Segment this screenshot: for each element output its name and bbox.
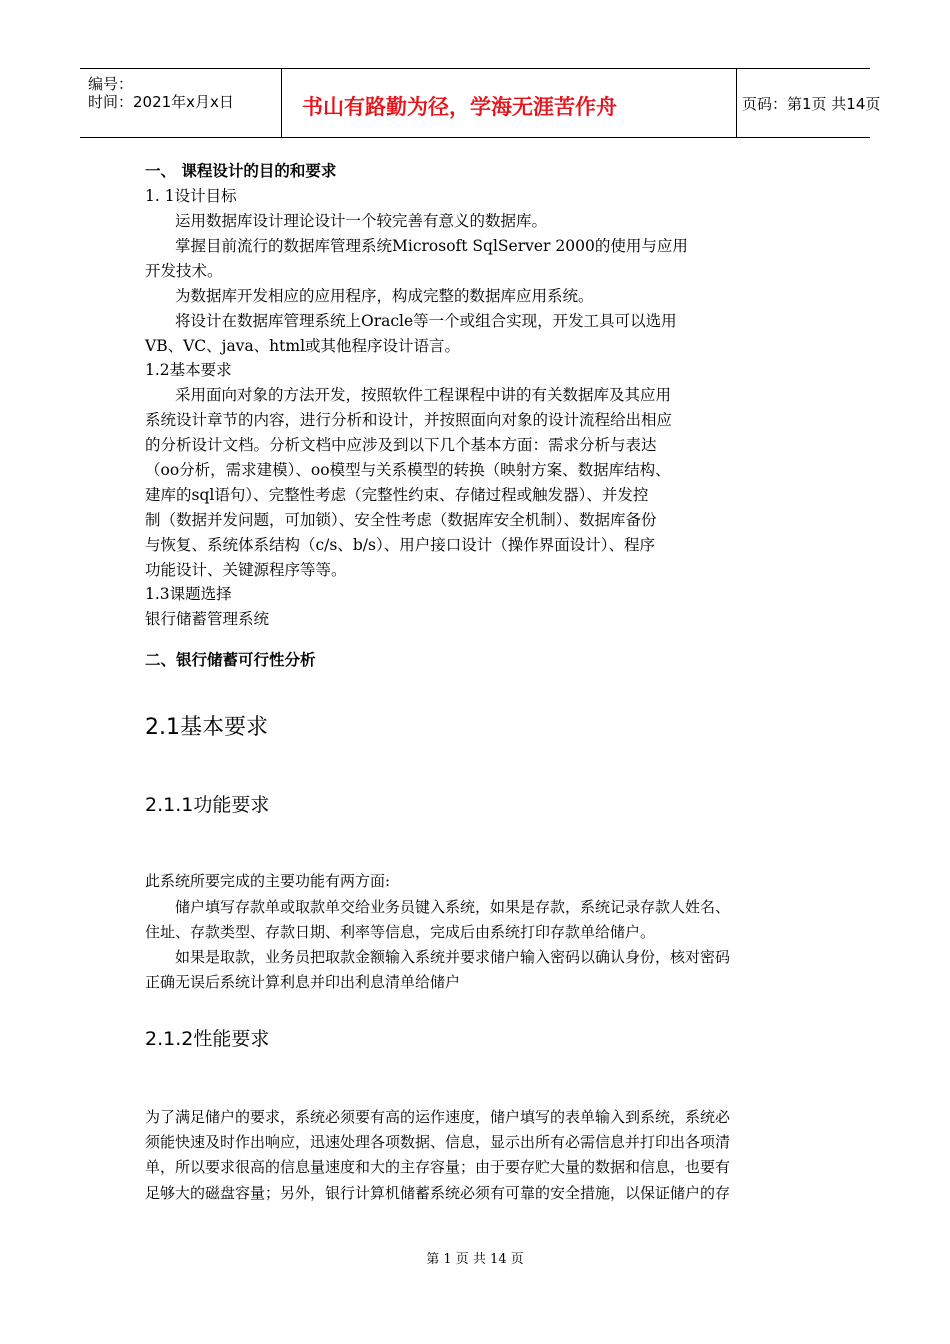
- paragraph: 运用数据库设计理论设计一个较完善有意义的数据库。: [175, 212, 548, 230]
- heading-2-1-1: 2.1.1功能要求: [145, 794, 270, 816]
- paragraph: 此系统所要完成的主要功能有两方面:: [145, 872, 391, 890]
- paragraph: 正确无误后系统计算利息并印出利息清单给储户: [145, 973, 461, 991]
- paragraph: 制（数据并发问题，可加锁）、安全性考虑（数据库安全机制）、数据库备份: [145, 511, 657, 529]
- subsection-heading-1-3: 1.3课题选择: [145, 585, 232, 603]
- heading-2-1-2: 2.1.2性能要求: [145, 1028, 270, 1050]
- paragraph: 开发技术。: [145, 262, 223, 280]
- paragraph: 住址、存款类型、存款日期、利率等信息，完成后由系统打印存款单给储户。: [145, 923, 656, 941]
- paragraph: 采用面向对象的方法开发，按照软件工程课程中讲的有关数据库及其应用: [175, 386, 672, 404]
- paragraph: VB、VC、java、html或其他程序设计语言。: [145, 337, 461, 355]
- heading-2-1: 2.1基本要求: [145, 715, 268, 740]
- paragraph: 建库的sql语句）、完整性考虑（完整性约束、存储过程或触发器）、并发控: [145, 486, 649, 504]
- paragraph: 银行储蓄管理系统: [145, 610, 270, 628]
- subsection-heading-1-2: 1.2基本要求: [145, 361, 232, 379]
- page-footer: 第 1 页 共 14 页: [426, 1252, 524, 1267]
- header-page-info: 页码：第1页 共14页: [742, 95, 881, 113]
- paragraph: 的分析设计文档。分析文档中应涉及到以下几个基本方面：需求分析与表达: [145, 436, 657, 454]
- paragraph: 与恢复、系统体系结构（c/s、b/s）、用户接口设计（操作界面设计）、程序: [145, 536, 655, 554]
- paragraph: 单，所以要求很高的信息量速度和大的主存容量；由于要存贮大量的数据和信息，也要有: [145, 1158, 731, 1176]
- header-page-cell: [736, 69, 881, 137]
- header-meta-cell: [80, 69, 281, 137]
- paragraph: 为了满足储户的要求，系统必须要有高的运作速度，储户填写的表单输入到系统，系统必: [145, 1108, 731, 1126]
- section-heading-1: 一、 课程设计的目的和要求: [145, 161, 337, 180]
- paragraph: 功能设计、关键源程序等等。: [145, 561, 347, 579]
- paragraph: 须能快速及时作出响应，迅速处理各项数据、信息，显示出所有必需信息并打印出各项清: [145, 1133, 731, 1151]
- doc-number-label: 编号：: [88, 75, 134, 93]
- paragraph: 为数据库开发相应的应用程序，构成完整的数据库应用系统。: [175, 287, 594, 305]
- paragraph: 系统设计章节的内容，进行分析和设计，并按照面向对象的设计流程给出相应: [145, 411, 673, 429]
- page-header-table: [80, 68, 881, 138]
- paragraph: 掌握目前流行的数据库管理系统Microsoft SqlServer 2000的使用与应用: [175, 237, 688, 255]
- paragraph: 将设计在数据库管理系统上Oracle等一个或组合实现，开发工具可以选用: [175, 312, 677, 330]
- section-heading-2: 二、银行储蓄可行性分析: [145, 650, 316, 669]
- paragraph: 储户填写存款单或取款单交给业务员键入系统，如果是存款，系统记录存款人姓名、: [175, 898, 731, 916]
- subsection-heading-1-1: 1. 1设计目标: [145, 187, 237, 205]
- doc-time-label: 时间：2021年x月x日: [88, 93, 234, 111]
- paragraph: 如果是取款，业务员把取款金额输入系统并要求储户输入密码以确认身份，核对密码: [175, 948, 731, 966]
- header-motto: 书山有路勤为径，学海无涯苦作舟: [302, 95, 617, 119]
- header-motto-cell: [281, 69, 737, 137]
- paragraph: 足够大的磁盘容量；另外，银行计算机储蓄系统必须有可靠的安全措施，以保证储户的存: [145, 1184, 731, 1202]
- paragraph: （oo分析，需求建模）、oo模型与关系模型的转换（映射方案、数据库结构、: [145, 461, 671, 479]
